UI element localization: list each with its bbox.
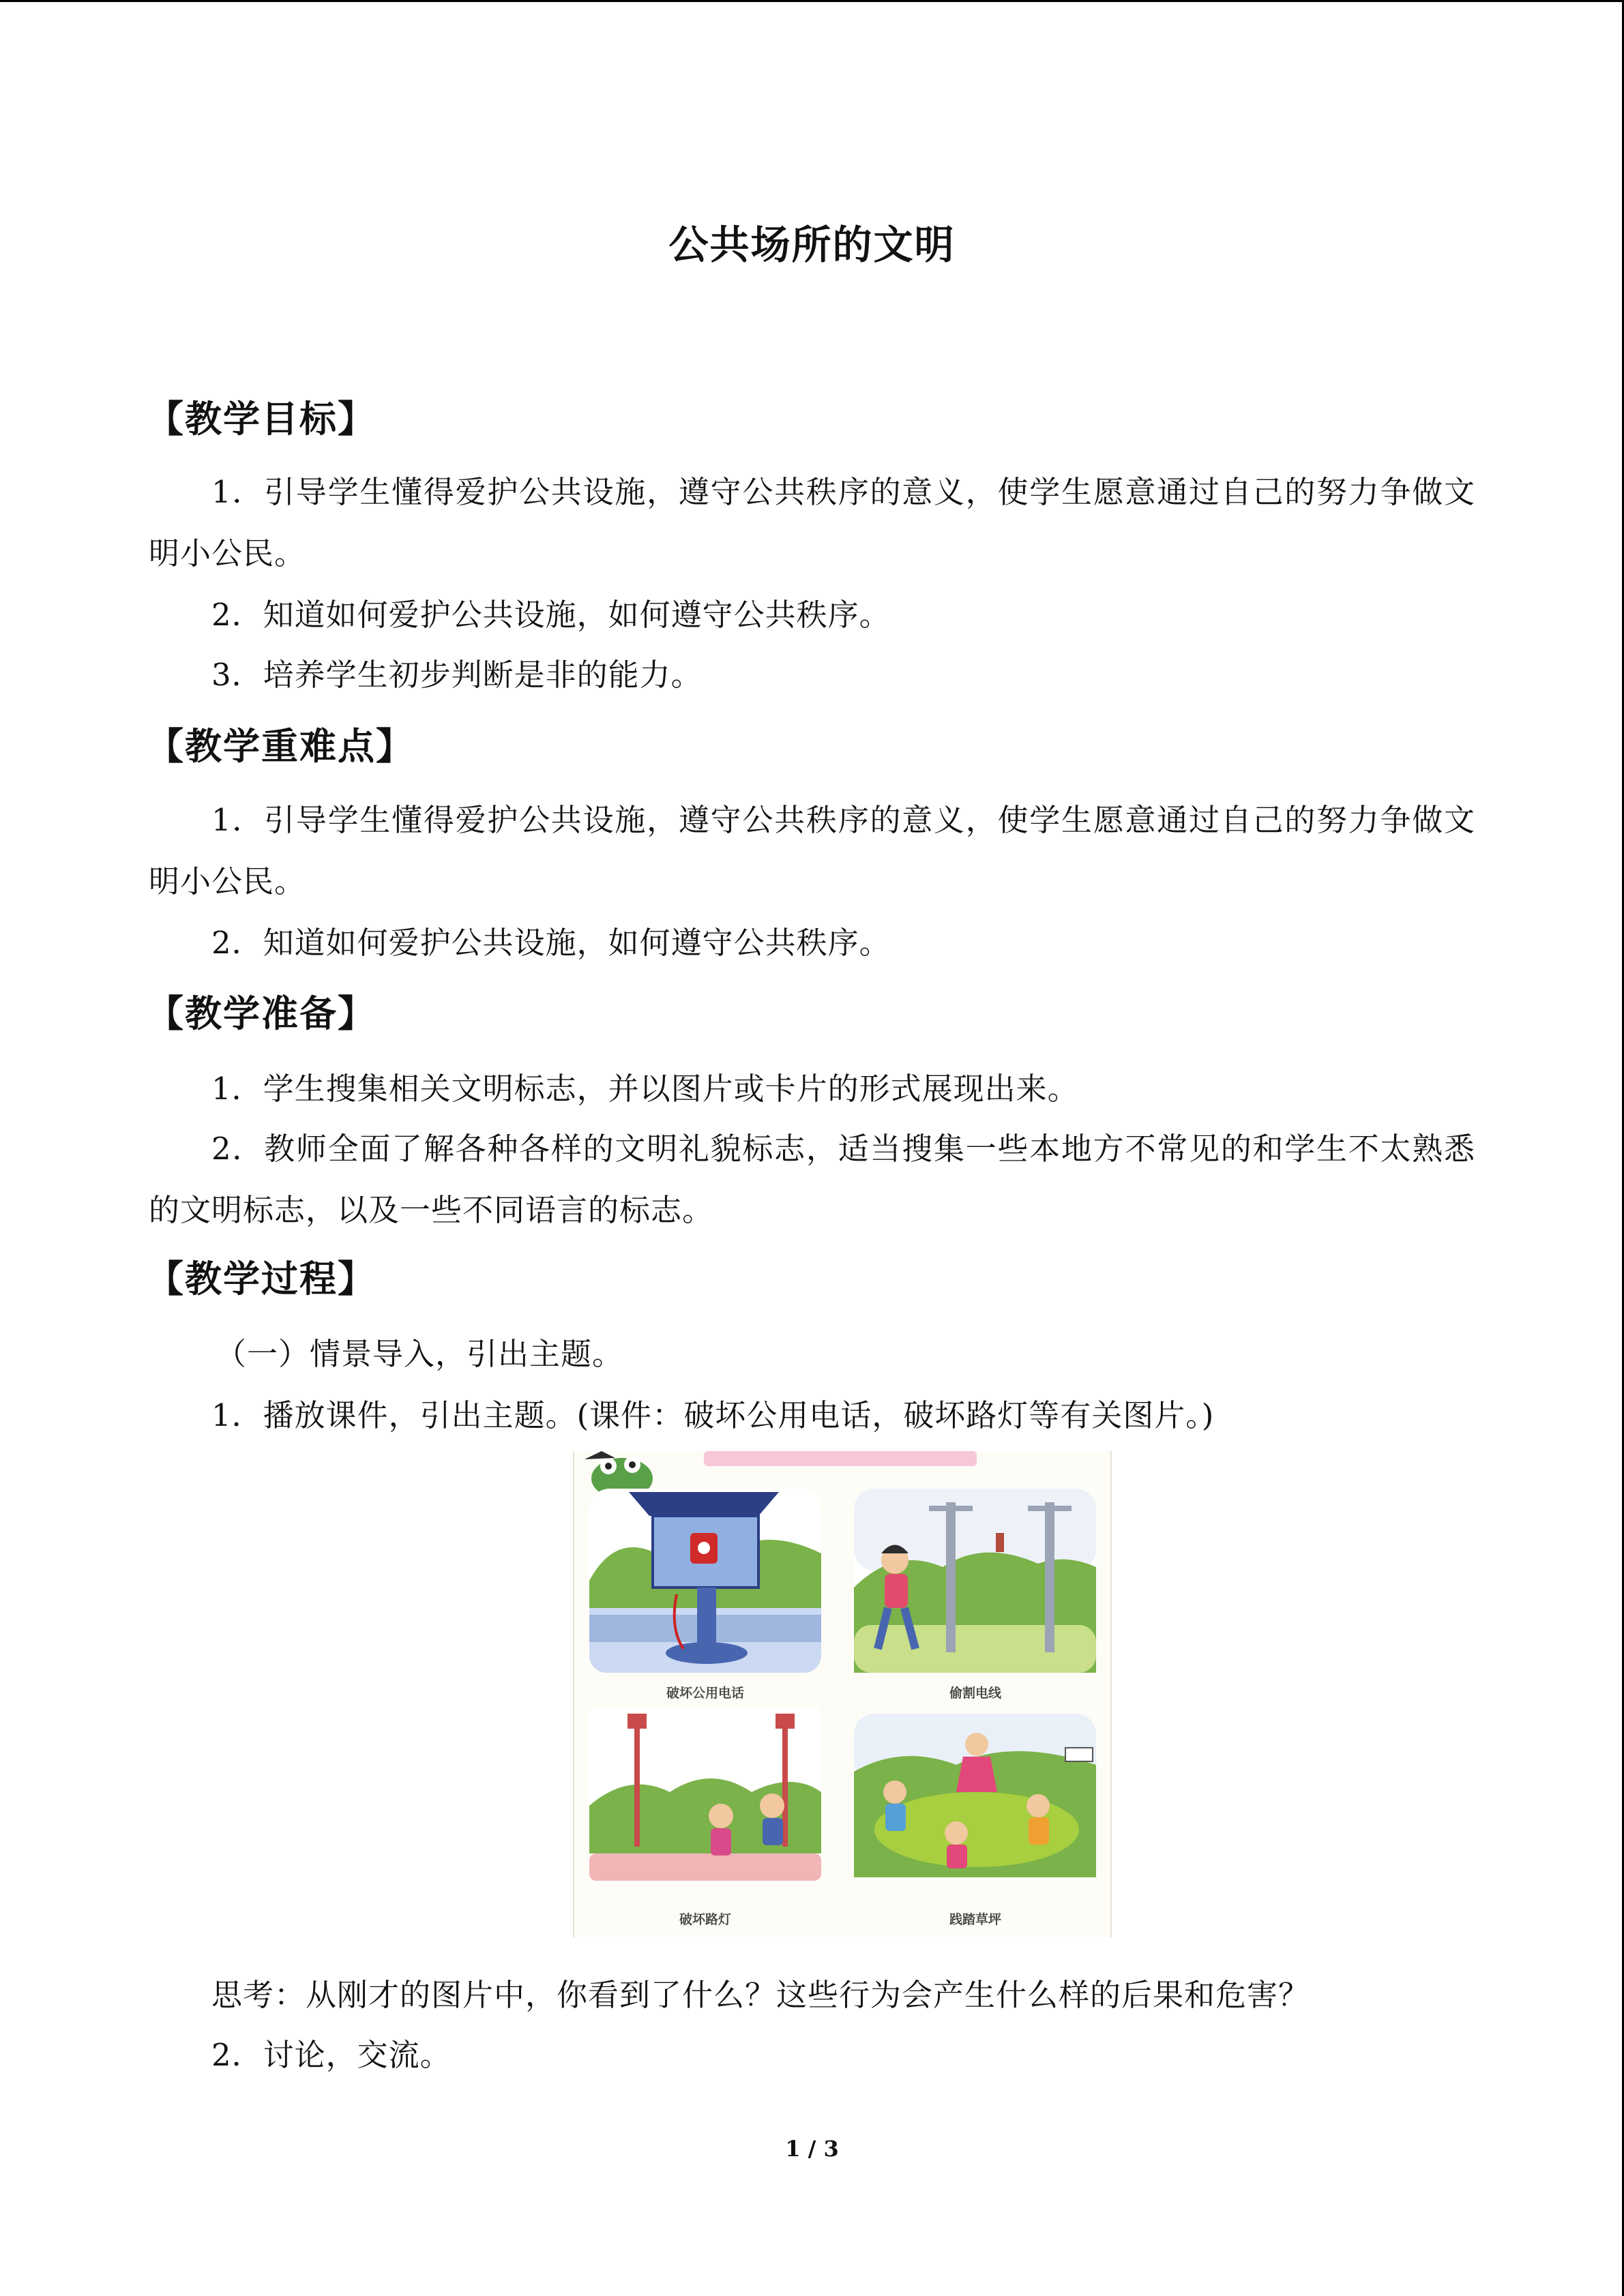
page-border-top xyxy=(0,0,1624,2)
section-heading-objectives: 【教学目标】 xyxy=(147,398,376,441)
caption-breaking-lights: 破坏路灯 xyxy=(679,1912,731,1927)
objective-item-3: 3．培养学生初步判断是非的能力。 xyxy=(211,657,703,693)
banner-strip xyxy=(704,1451,977,1466)
objective-item-2: 2．知道如何爱护公共设施，如何遵守公共秩序。 xyxy=(211,597,891,633)
key-point-item-2: 2．知道如何爱护公共设施，如何遵守公共秩序。 xyxy=(211,925,891,961)
panel-broken-phone xyxy=(589,1489,821,1673)
section-heading-preparation: 【教学准备】 xyxy=(147,992,376,1035)
page-number: 1 / 3 xyxy=(785,2136,839,2162)
panel-trampling-lawn xyxy=(854,1714,1096,1877)
panel-breaking-lights xyxy=(589,1707,821,1884)
objective-item-1: 1．引导学生懂得爱护公共设施，遵守公共秩序的意义，使学生愿意通过自己的努力争做文明小公民。 xyxy=(149,474,1475,571)
panel-stealing-wires xyxy=(854,1489,1096,1673)
process-step-1: 1．播放课件，引出主题。(课件：破坏公用电话，破坏路灯等有关图片。) xyxy=(211,1397,1215,1433)
process-step-2: 2．讨论，交流。 xyxy=(211,2037,452,2073)
caption-broken-phone: 破坏公用电话 xyxy=(666,1686,744,1701)
section-heading-process: 【教学过程】 xyxy=(147,1257,376,1300)
caption-stealing-wires: 偷割电线 xyxy=(949,1686,1001,1701)
behavior-illustration xyxy=(573,1451,1112,1937)
preparation-item-1: 1．学生搜集相关文明标志，并以图片或卡片的形式展现出来。 xyxy=(211,1071,1079,1107)
preparation-item-2: 2．教师全面了解各种各样的文明礼貌标志，适当搜集一些本地方不常见的和学生不太熟悉的文明标志，以及一些不同语言的标志。 xyxy=(149,1131,1475,1228)
page-title: 公共场所的文明 xyxy=(668,222,956,268)
section-heading-key-points: 【教学重难点】 xyxy=(147,725,414,768)
process-intro: （一）情景导入，引出主题。 xyxy=(216,1336,624,1372)
key-point-item-1: 1．引导学生懂得爱护公共设施，遵守公共秩序的意义，使学生愿意通过自己的努力争做文明小公民。 xyxy=(149,802,1475,899)
caption-trampling-lawn: 践踏草坪 xyxy=(949,1912,1001,1927)
think-question: 思考：从刚才的图片中，你看到了什么？这些行为会产生什么样的后果和危害？ xyxy=(211,1977,1310,2013)
